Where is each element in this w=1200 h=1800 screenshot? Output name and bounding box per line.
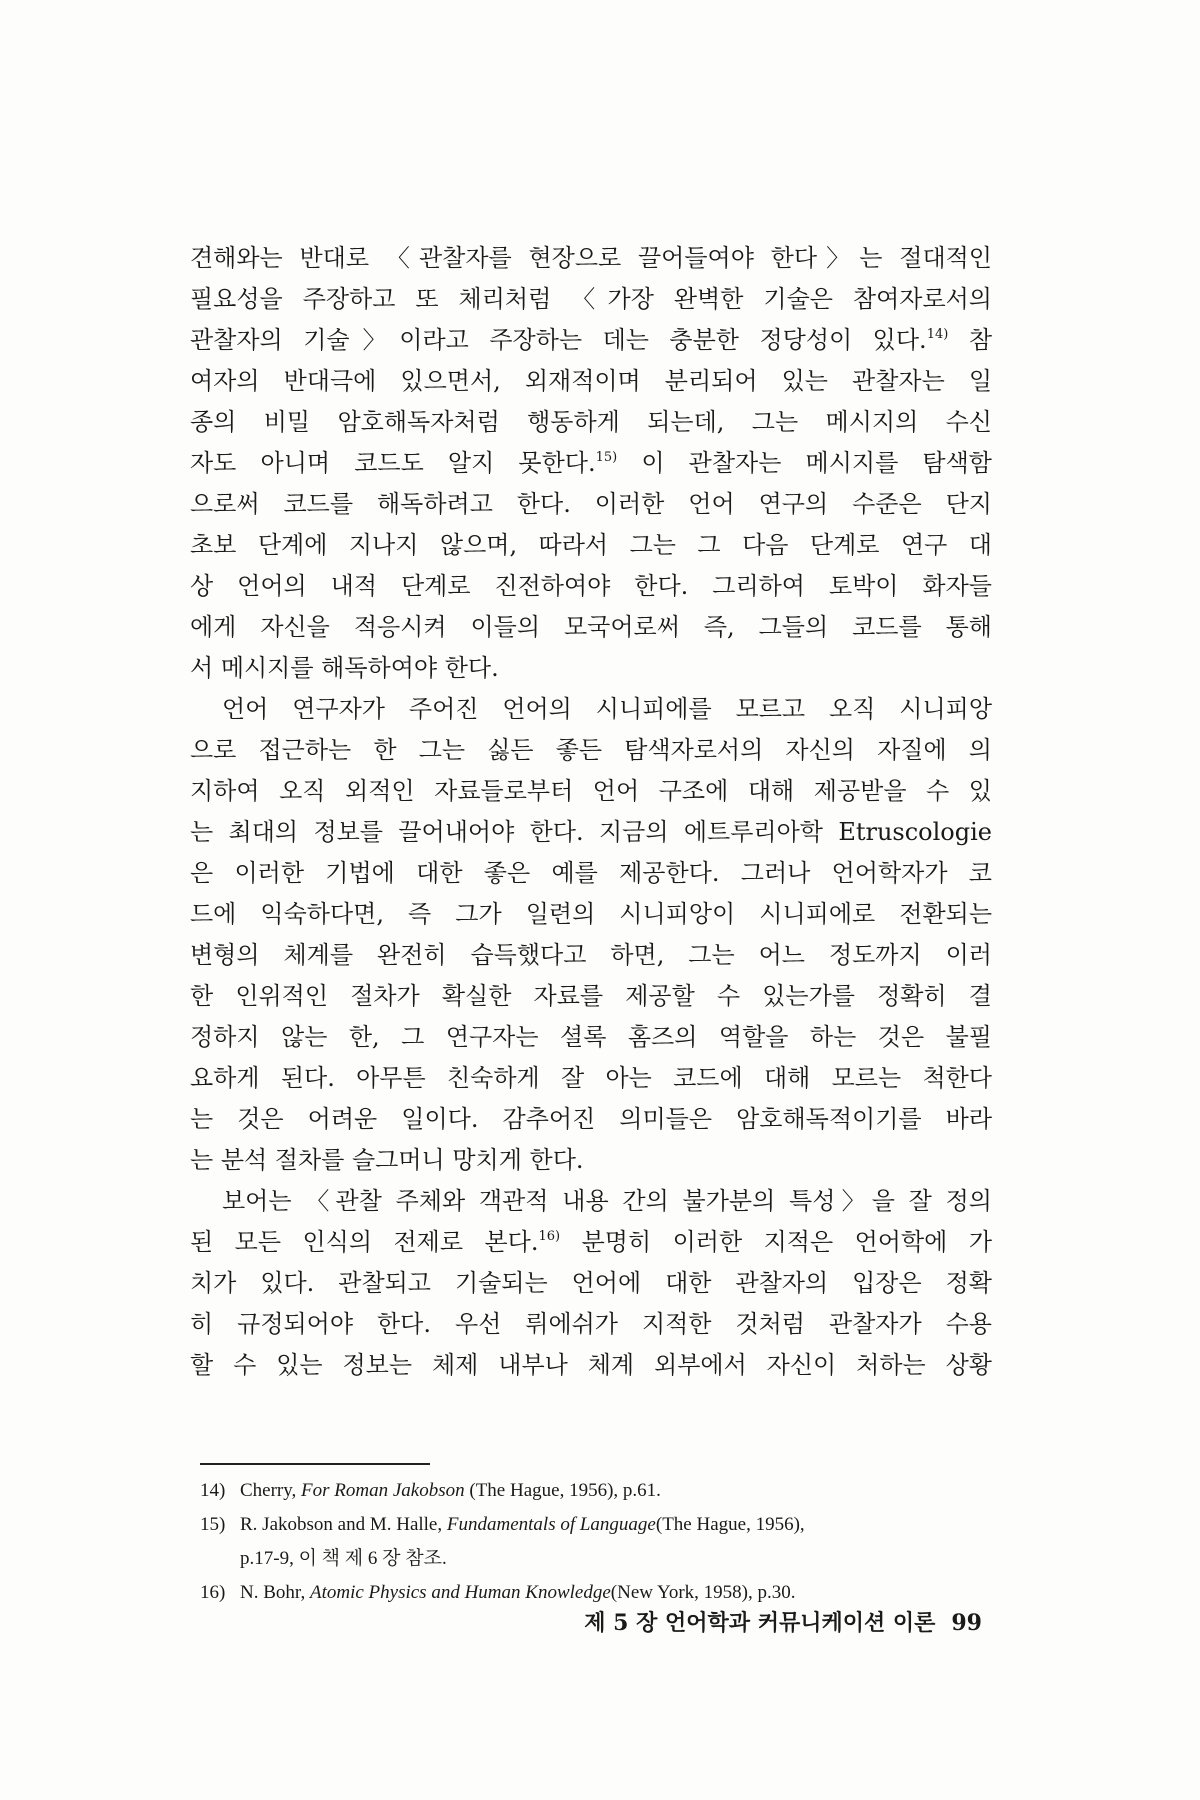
page-number: 99: [951, 1610, 982, 1636]
text-line: 한 인위적인 절차가 확실한 자료를 제공할 수 있는가를 정확히 결: [190, 982, 992, 1010]
text-line: 보어는 〈관찰 주체와 객관적 내용 간의 불가분의 특성〉을 잘 정의: [222, 1187, 992, 1215]
line-text: 분명히 이러한 지적은 언어학에 가: [581, 1228, 993, 1256]
footnote-title: Fundamentals of Language: [446, 1514, 656, 1535]
line-text: 자도 아니며 코드도 알지 못한다.: [190, 449, 596, 477]
footnotes: [200, 1474, 1000, 1610]
text-line: 할 수 있는 정보는 체제 내부나 체계 외부에서 자신이 처하는 상황: [190, 1351, 992, 1379]
text-line: 초보 단계에 지나지 않으며, 따라서 그는 그 다음 단계로 연구 대: [190, 531, 992, 559]
footnote-text: N. Bohr,: [240, 1582, 310, 1603]
footnote-ref: 15): [595, 450, 618, 465]
text-line: 드에 익숙하다면, 즉 그가 일련의 시니피앙이 시니피에로 전환되는: [190, 900, 992, 928]
text-line: 필요성을 주장하고 또 체리처럼 〈가장 완벽한 기술은 참여자로서의: [190, 285, 992, 313]
text-line: 는 분석 절차를 슬그머니 망치게 한다.: [190, 1146, 584, 1174]
footnote-text: (The Hague, 1956), p.61.: [464, 1480, 661, 1501]
chapter-title: 제 5 장 언어학과 커뮤니케이션 이론: [584, 1610, 936, 1636]
text-line: 히 규정되어야 한다. 우선 뤼에쉬가 지적한 것처럼 관찰자가 수용: [190, 1310, 992, 1338]
text-line: [190, 443, 992, 484]
text-line: 으로 접근하는 한 그는 싫든 좋든 탐색자로서의 자신의 자질에 의: [190, 736, 992, 764]
text-line: 는 것은 어려운 일이다. 감추어진 의미들은 암호해독적이기를 바라: [190, 1105, 992, 1133]
body-text: [190, 238, 992, 1386]
text-line: 에게 자신을 적응시켜 이들의 모국어로써 즉, 그들의 코드를 통해: [190, 613, 992, 641]
footnote-title: For Roman Jakobson: [301, 1480, 465, 1501]
text-line: 언어 연구자가 주어진 언어의 시니피에를 모르고 오직 시니피앙: [222, 695, 992, 723]
footnote: [200, 1508, 1000, 1542]
line-text: 된 모든 인식의 전제로 본다.: [190, 1228, 539, 1256]
footnote-text: (The Hague, 1956),: [655, 1514, 805, 1535]
footnote-continuation: [200, 1542, 1000, 1576]
text-line: [190, 320, 992, 361]
text-line: 여자의 반대극에 있으면서, 외재적이며 분리되어 있는 관찰자는 일: [190, 367, 992, 395]
footnote-text: R. Jakobson and M. Halle,: [240, 1514, 447, 1535]
footnote-text: Cherry,: [240, 1480, 302, 1501]
footnote-ref: 16): [538, 1229, 561, 1244]
text-line: 종의 비밀 암호해독자처럼 행동하게 되는데, 그는 메시지의 수신: [190, 408, 992, 436]
text-line: 치가 있다. 관찰되고 기술되는 언어에 대한 관찰자의 입장은 정확: [190, 1269, 992, 1297]
text-line: 요하게 된다. 아무튼 친숙하게 잘 아는 코드에 대해 모르는 척한다: [190, 1064, 992, 1092]
text-line: 견해와는 반대로 〈관찰자를 현장으로 끌어들여야 한다〉는 절대적인: [190, 244, 992, 272]
line-text: 관찰자의 기술〉이라고 주장하는 데는 충분한 정당성이 있다.: [190, 326, 927, 354]
text-line: 는 최대의 정보를 끌어내어야 한다. 지금의 에트루리아학 Etruscologie: [190, 818, 992, 846]
text-line: 상 언어의 내적 단계로 진전하여야 한다. 그리하여 토박이 화자들: [190, 572, 992, 600]
footnote-title: Atomic Physics and Human Knowledge: [309, 1582, 611, 1603]
footnote: [200, 1576, 1000, 1610]
text-line: 변형의 체계를 완전히 습득했다고 하면, 그는 어느 정도까지 이러: [190, 941, 992, 969]
text-line: 은 이러한 기법에 대한 좋은 예를 제공한다. 그러나 언어학자가 코: [190, 859, 992, 887]
footnote-number: 15): [200, 1514, 226, 1535]
text-line: 정하지 않는 한, 그 연구자는 셜록 홈즈의 역할을 하는 것은 불필: [190, 1023, 992, 1051]
footnote-number: 14): [200, 1480, 226, 1501]
footnote-divider: [200, 1463, 430, 1465]
footnote-number: 16): [200, 1582, 226, 1603]
footnote-text: (New York, 1958), p.30.: [610, 1582, 796, 1603]
line-text: 참: [968, 326, 992, 354]
footnote-ref: 14): [926, 327, 949, 342]
text-line: 지하여 오직 외적인 자료들로부터 언어 구조에 대해 제공받을 수 있: [190, 777, 992, 805]
footnote-text: p.17-9, 이 책 제 6 장 참조.: [240, 1548, 447, 1569]
text-line: 으로써 코드를 해독하려고 한다. 이러한 언어 연구의 수준은 단지: [190, 490, 992, 518]
footnote: [200, 1474, 1000, 1508]
line-text: 이 관찰자는 메시지를 탐색함: [641, 449, 992, 477]
text-line: [190, 1222, 992, 1263]
text-line: 서 메시지를 해독하여야 한다.: [190, 654, 499, 682]
running-footer: [520, 1606, 982, 1637]
